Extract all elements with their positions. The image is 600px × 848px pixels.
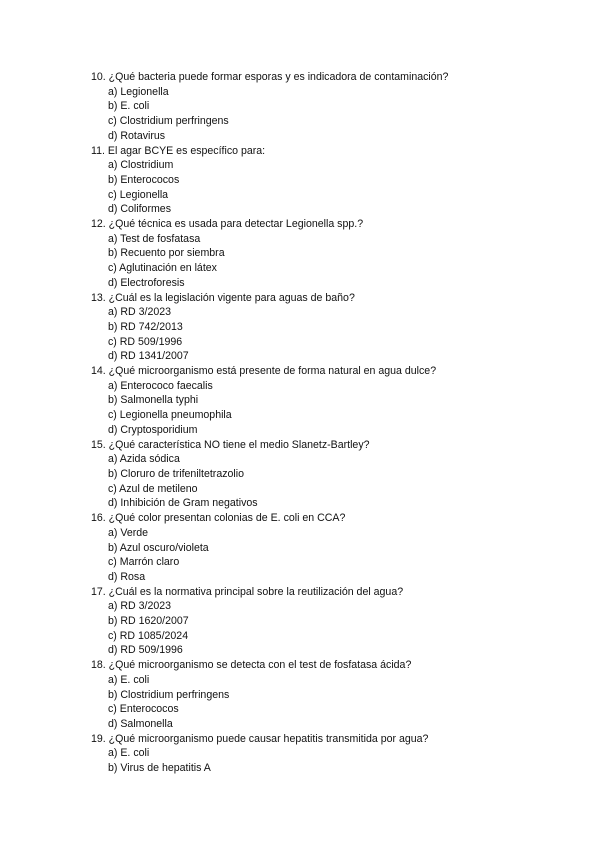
- answer-option: b) RD 1620/2007: [108, 615, 189, 628]
- answer-option: b) E. coli: [108, 100, 150, 113]
- question-text: 12. ¿Qué técnica es usada para detectar Legionella spp.?: [91, 218, 364, 231]
- answer-option: d) Inhibición de Gram negativos: [108, 497, 258, 510]
- answer-option: c) Aglutinación en látex: [108, 262, 217, 275]
- answer-option: d) Coliformes: [108, 203, 171, 216]
- answer-option: b) Cloruro de trifeniltetrazolio: [108, 467, 245, 480]
- question-text: 13. ¿Cuál es la legislación vigente para aguas de baño?: [91, 291, 355, 304]
- answer-options: [91, 305, 571, 364]
- question-text: 16. ¿Qué color presentan colonias de E. coli en CCA?: [91, 512, 346, 525]
- answer-option: b) RD 742/2013: [108, 320, 183, 333]
- answer-option: d) Rotavirus: [108, 129, 166, 142]
- answer-option: a) Clostridium: [108, 159, 174, 172]
- answer-option: d) Cryptosporidium: [108, 423, 198, 436]
- question-item: [91, 70, 571, 144]
- answer-option: b) Salmonella typhi: [108, 394, 199, 407]
- answer-option: a) Azida sódica: [108, 453, 180, 466]
- answer-option: c) Legionella: [108, 188, 169, 201]
- answer-option: b) Azul oscuro/violeta: [108, 541, 209, 554]
- answer-option: c) Enterococos: [108, 703, 179, 716]
- answer-options: [91, 526, 571, 585]
- question-text: 18. ¿Qué microorganismo se detecta con el test de fosfatasa ácida?: [91, 659, 412, 672]
- answer-option: c) Azul de metileno: [108, 482, 198, 495]
- question-item: [91, 217, 571, 291]
- answer-options: [91, 85, 571, 144]
- question-text: 15. ¿Qué característica NO tiene el medio Slanetz-Bartley?: [91, 438, 370, 451]
- answer-option: d) Rosa: [108, 570, 146, 583]
- question-text: 14. ¿Qué microorganismo está presente de forma natural en agua dulce?: [91, 365, 437, 378]
- answer-option: a) Test de fosfatasa: [108, 232, 201, 245]
- answer-option: a) Verde: [108, 526, 149, 539]
- question-text: 11. El agar BCYE es específico para:: [91, 144, 266, 157]
- answer-option: d) Electroforesis: [108, 276, 185, 289]
- answer-options: [91, 746, 571, 775]
- answer-option: a) E. coli: [108, 673, 150, 686]
- question-item: [91, 658, 571, 732]
- answer-options: [91, 673, 571, 732]
- answer-option: a) E. coli: [108, 747, 150, 760]
- answer-option: b) Enterococos: [108, 173, 180, 186]
- answer-options: [91, 158, 571, 217]
- answer-option: d) RD 1341/2007: [108, 350, 189, 363]
- answer-option: a) Enterococo faecalis: [108, 379, 213, 392]
- question-text: 10. ¿Qué bacteria puede formar esporas y es indicadora de contaminación?: [91, 71, 449, 83]
- question-text: 19. ¿Qué microorganismo puede causar hepatitis transmitida por agua?: [91, 732, 429, 745]
- answer-options: [91, 599, 571, 658]
- answer-option: c) RD 1085/2024: [108, 629, 189, 642]
- answer-option: a) RD 3/2023: [108, 600, 172, 613]
- answer-option: c) Clostridium perfringens: [108, 115, 229, 128]
- answer-options: [91, 379, 571, 438]
- answer-options: [91, 452, 571, 511]
- answer-option: b) Recuento por siembra: [108, 247, 225, 260]
- answer-option: d) RD 509/1996: [108, 644, 183, 657]
- answer-option: d) Salmonella: [108, 717, 173, 730]
- question-item: [91, 364, 571, 438]
- question-item: [91, 144, 571, 218]
- answer-option: a) RD 3/2023: [108, 306, 172, 319]
- question-item: [91, 511, 571, 585]
- answer-option: c) Legionella pneumophila: [108, 409, 232, 422]
- question-item: [91, 732, 571, 776]
- answer-option: c) Marrón claro: [108, 556, 180, 569]
- question-list: [91, 70, 571, 776]
- answer-option: a) Legionella: [108, 85, 169, 98]
- answer-option: c) RD 509/1996: [108, 335, 183, 348]
- answer-options: [91, 232, 571, 291]
- question-item: [91, 438, 571, 512]
- answer-option: b) Clostridium perfringens: [108, 688, 230, 701]
- question-item: [91, 585, 571, 659]
- answer-option: b) Virus de hepatitis A: [108, 762, 211, 775]
- question-text: 17. ¿Cuál es la normativa principal sobre la reutilización del agua?: [91, 585, 404, 598]
- question-item: [91, 291, 571, 365]
